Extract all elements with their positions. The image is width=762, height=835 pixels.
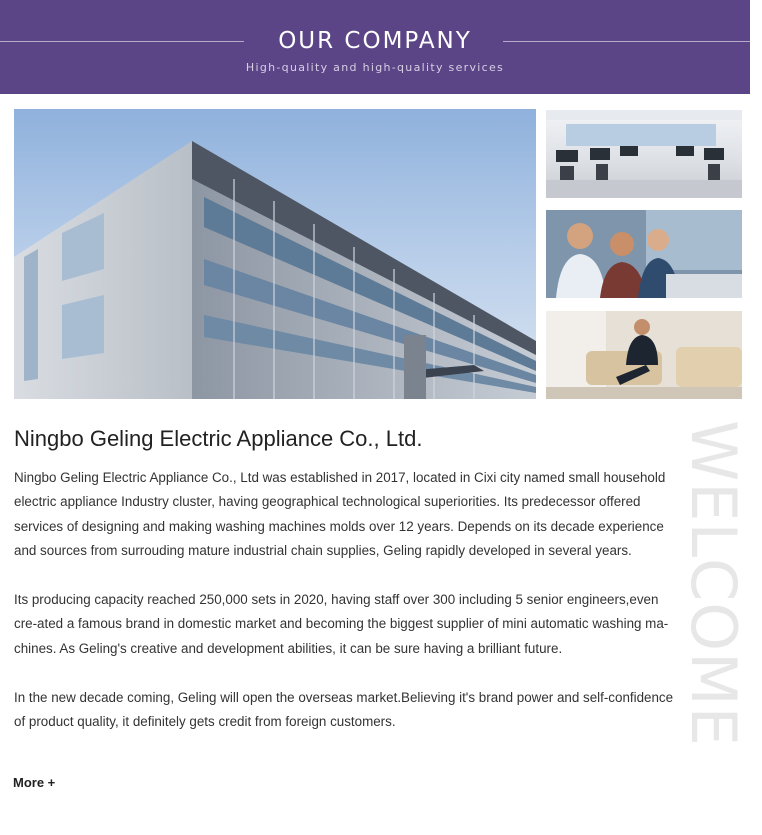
office-workspace-image (546, 110, 742, 198)
lounge-sofa-image (546, 311, 742, 399)
description-paragraph: Its producing capacity reached 250,000 sets in 2020, having staff over 300 including 5 senior engineers,even cre-ated a famous brand in domestic market and becoming the biggest supplier of mini automatic washing ma-chines. As Geling's creative and development abilities, it can be sure having a brilliant future. (14, 592, 669, 656)
description-paragraph: In the new decade coming, Geling will open the overseas market.Believing it's brand power and self-confidence of product quality, it definitely gets credit from foreign customers. (14, 689, 674, 730)
more-link[interactable]: More + (13, 775, 56, 790)
company-description (14, 466, 682, 759)
header-divider-right (503, 41, 750, 42)
factory-building-image (14, 109, 536, 399)
team-meeting-image (546, 210, 742, 298)
description-paragraph: Ningbo Geling Electric Appliance Co., Ltd was established in 2017, located in Cixi city named small household electric appliance Industry cluster, having geographical technological superiorities. Its predecessor offered services of designing and making washing machines molds over 12 years. Depends on its decade experience and sources from surrouding mature industrial chain supplies, Geling rapidly developed in several years. (14, 470, 666, 559)
lounge-illustration (546, 311, 742, 399)
company-name-heading: Ningbo Geling Electric Appliance Co., Ltd. (14, 426, 423, 451)
header-banner (0, 0, 750, 94)
welcome-watermark (677, 420, 762, 788)
section-subtitle: High-quality and high-quality services (245, 61, 505, 74)
welcome-watermark-text: WELCOME (677, 420, 750, 747)
section-title: OUR COMPANY (278, 28, 472, 54)
factory-building-illustration (14, 109, 536, 399)
team-illustration (546, 210, 742, 298)
office-illustration (546, 110, 742, 198)
